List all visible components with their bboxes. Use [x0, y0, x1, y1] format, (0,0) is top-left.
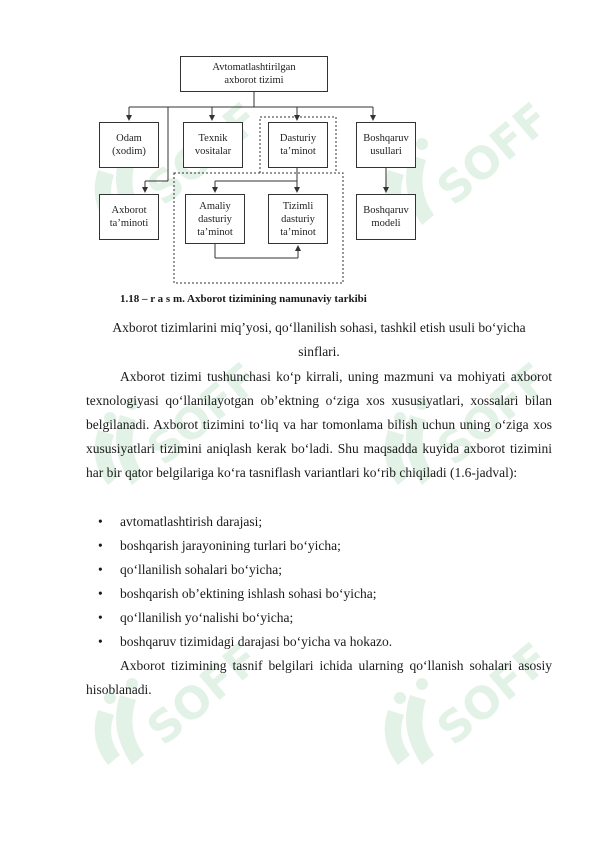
list-item	[86, 582, 552, 606]
box-applied-software: Amaliy dasturiy ta’minot	[185, 194, 245, 244]
bullet-icon: •	[98, 514, 103, 529]
list-item	[86, 558, 552, 582]
box-system-software: Tizimli dasturiy ta’minot	[268, 194, 328, 244]
list-item-text: qo‘llanilish sohalari bo‘yicha;	[120, 562, 282, 577]
box-technical-means: Texnik vositalar	[183, 122, 243, 168]
bullet-icon: •	[98, 610, 103, 625]
box-management-methods: Boshqaruv usullari	[356, 122, 416, 168]
bullet-icon: •	[98, 586, 103, 601]
figure-caption: 1.18 – r a s m. Axborot tizimining namunaviy tarkibi	[120, 293, 367, 305]
svg-text:SOFF: SOFF	[427, 640, 540, 756]
list-item-text: avtomatlashtirish darajasi;	[120, 514, 263, 529]
list-item-text: boshqaruv tizimidagi darajasi bo‘yicha va hokazo.	[120, 634, 393, 649]
box-automated-information-system: Avtomatlashtirilgan axborot tizimi	[180, 56, 328, 92]
bullet-icon: •	[98, 562, 103, 577]
list-item	[86, 534, 552, 558]
classification-list	[86, 510, 552, 654]
bullet-icon: •	[98, 538, 103, 553]
list-item-text: boshqarish ob’ektining ishlash sohasi bo‘yicha;	[120, 586, 377, 601]
bullet-icon: •	[98, 634, 103, 649]
svg-text:SOFF: SOFF	[137, 360, 250, 476]
section-subtitle-line1: Axborot tizimlarini miq’yosi, qo‘llanilish sohasi, tashkil etish usuli bo‘yicha	[112, 320, 526, 335]
paragraph-conclusion: Axborot tizimining tasnif belgilari ichida ularning qo‘llanish sohalari asosiy hisoblanadi.	[86, 658, 552, 697]
box-information-support: Axborot ta’minoti	[99, 194, 159, 240]
box-people: Odam (xodim)	[99, 122, 159, 168]
list-item	[86, 510, 552, 534]
svg-text:SOFF: SOFF	[427, 360, 540, 476]
list-item-text: qo‘llanilish yo‘nalishi bo‘yicha;	[120, 610, 294, 625]
svg-text:SOFF: SOFF	[427, 100, 540, 216]
box-management-model: Boshqaruv modeli	[356, 194, 416, 240]
list-item	[86, 606, 552, 630]
paragraph-intro: Axborot tizimi tushunchasi ko‘p kirrali, uning mazmuni va mohiyati axborot texnologiyasi qo‘llanilayotgan ob’ektning o‘ziga xos xususiyatlari, xossalari bilan belgilanadi. Axborot tizimini to‘liq va har tomonlama bilish uchun uning o‘ziga xos xususiyatlari tizimini aniqlash kerak bo‘ladi. Shu maqsadda kuyida axborot tizimini har bir qator belgilariga ko‘ra tasniflash variantlari ko‘rib chiqiladi (1.6-jadval):	[86, 369, 552, 480]
list-item	[86, 630, 552, 654]
structure-diagram	[0, 0, 596, 300]
section-subtitle-line2: sinflari.	[298, 344, 340, 359]
svg-text:SOFF: SOFF	[137, 640, 250, 756]
box-software: Dasturiy ta’minot	[268, 122, 328, 168]
list-item-text: boshqarish jarayonining turlari bo‘yicha;	[120, 538, 341, 553]
